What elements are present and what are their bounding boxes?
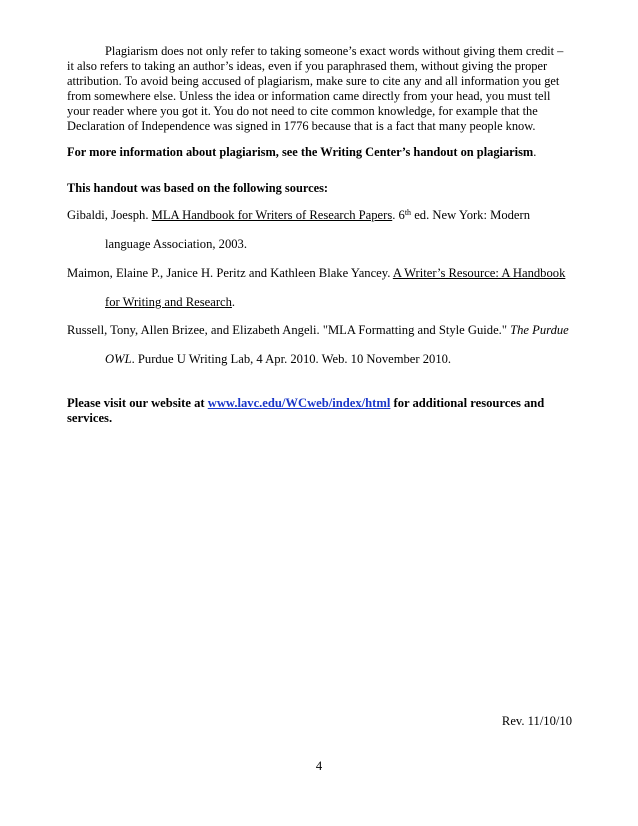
sources-heading: This handout was based on the following sources: — [67, 181, 329, 195]
gibaldi-after-title: . 6 — [392, 208, 405, 222]
visit-before: Please visit our website at — [67, 396, 208, 410]
maimon-period: . — [231, 295, 236, 309]
russell-text: Russell, Tony, Allen Brizee, and Elizabeth Angeli. "MLA Formatting and Style Guide." — [67, 323, 511, 337]
gibaldi-author: Gibaldi, Joesph. — [67, 208, 152, 222]
reference-maimon — [67, 266, 565, 281]
visit-after: for additional resources and services. — [67, 396, 545, 425]
website-link[interactable]: www.lavc.edu/WCweb/index/html — [207, 396, 391, 410]
reference-russell — [67, 323, 569, 338]
page-number: 4 — [315, 759, 323, 773]
visit-website-line — [67, 396, 577, 426]
gibaldi-title: MLA Handbook for Writers of Research Papers — [151, 208, 393, 222]
reference-maimon-continuation — [105, 295, 235, 310]
russell-cont-rest: . Purdue U Writing Lab, 4 Apr. 2010. Web. 10 November 2010. — [131, 352, 452, 366]
gibaldi-sup: th — [404, 208, 412, 217]
reference-gibaldi-continuation: language Association, 2003. — [105, 237, 248, 251]
reference-russell-continuation — [105, 352, 451, 367]
reference-gibaldi — [67, 208, 530, 223]
body-paragraph-text: Plagiarism does not only refer to taking someone’s exact words without giving them credit – it also refers to taking an author’s ideas, even if you paraphrased them, without giving the proper attribution. To avoid being accused of plagiarism, make sure to cite any and all information you get from somewhere else. Unless the idea or information came directly from your head, you must tell your reader where you got it. You do not need to cite common knowledge, for example that the Declaration of Independence was signed in 1776 because that is a fact that many people know. — [67, 44, 564, 133]
russell-ital2: OWL — [105, 352, 132, 366]
maimon-title-part1: A Writer’s Resource: A Handbook — [392, 266, 566, 280]
body-paragraph — [67, 44, 573, 134]
russell-ital1: The Purdue — [510, 323, 569, 337]
maimon-title-part2: for Writing and Research — [105, 295, 232, 309]
more-info-period: . — [533, 145, 537, 159]
more-info-line — [67, 145, 536, 160]
more-info-text: For more information about plagiarism, see the Writing Center’s handout on plagiarism — [67, 145, 534, 159]
gibaldi-rest: ed. New York: Modern — [411, 208, 530, 222]
revision-date: Rev. 11/10/10 — [501, 714, 572, 728]
maimon-author: Maimon, Elaine P., Janice H. Peritz and Kathleen Blake Yancey. — [67, 266, 393, 280]
